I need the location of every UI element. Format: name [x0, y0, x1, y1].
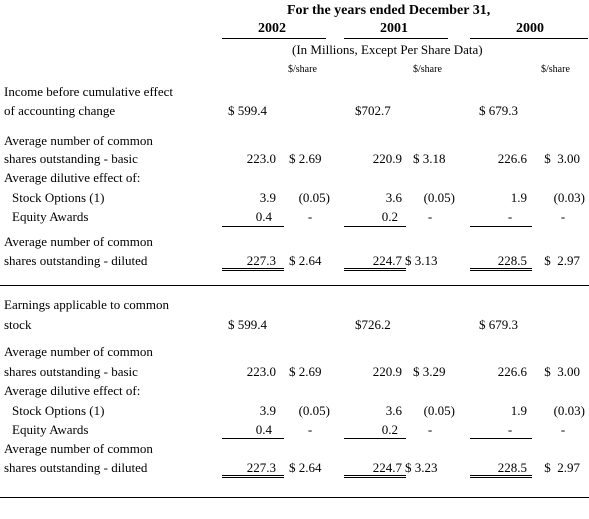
header-rule-2000	[470, 38, 588, 39]
equity-awards-2002: 0.4	[255, 209, 272, 224]
stock-options2-2002: 3.9	[259, 403, 276, 418]
total-double-rule-2002	[222, 268, 284, 271]
diluted-ps-2000: $ 2.97	[544, 253, 580, 268]
basic-label-line1: Average number of common	[4, 133, 153, 148]
header-rule-2001	[344, 38, 448, 39]
basic2-ps-2002: $ 2.69	[289, 364, 322, 379]
diluted2-ps-2001: $ 3.23	[405, 460, 438, 475]
dilutive-label: Average dilutive effect of:	[4, 170, 141, 185]
stock-options-2001: 3.6	[385, 190, 402, 205]
equity-awards2-2000: -	[507, 422, 513, 437]
subtotal-rule-2001	[344, 226, 406, 227]
year-header-2001: 2001	[380, 21, 408, 36]
stock-options2-ps-2000: (0.03)	[553, 403, 585, 418]
subtotal2-rule-2002	[222, 438, 284, 439]
earnings-2001: $726.2	[355, 317, 391, 332]
basic2-2000: 226.6	[497, 364, 527, 379]
diluted-ps-2002: $ 2.64	[289, 253, 322, 268]
diluted2-ps-2000: $ 2.97	[544, 460, 580, 475]
diluted-label-line2: shares outstanding - diluted	[4, 253, 148, 268]
basic-ps-2002: $ 2.69	[289, 151, 322, 166]
stock-options-2000: 1.9	[510, 190, 527, 205]
total-double-rule-2001	[344, 268, 406, 271]
diluted-2001: 224.7	[372, 253, 402, 268]
income-2001: $702.7	[355, 103, 391, 118]
basic2-2001: 220.9	[372, 364, 402, 379]
stock-options2-ps-2001: (0.05)	[423, 403, 455, 418]
basic-label-line2: shares outstanding - basic	[4, 151, 138, 166]
dilutive2-label: Average dilutive effect of:	[4, 383, 141, 398]
basic-2002: 223.0	[246, 151, 276, 166]
basic2-ps-2000: $ 3.00	[544, 364, 580, 379]
equity-awards-2000: -	[507, 209, 513, 224]
basic-ps-2000: $ 3.00	[544, 151, 580, 166]
stock-options-ps-2001: (0.05)	[423, 190, 455, 205]
diluted-2002: 227.3	[246, 253, 276, 268]
subtotal2-rule-2000	[470, 438, 532, 439]
stock-options-ps-2002: (0.05)	[298, 190, 330, 205]
per-share-header-2001: $/share	[413, 64, 442, 75]
diluted-label-line1: Average number of common	[4, 234, 153, 249]
subtotal2-rule-2001	[344, 438, 406, 439]
stock-options2-2001: 3.6	[385, 403, 402, 418]
table-title: For the years ended December 31,	[287, 3, 491, 18]
per-share-header-2000: $/share	[541, 64, 570, 75]
diluted2-label-line1: Average number of common	[4, 441, 153, 456]
basic2-label-line1: Average number of common	[4, 344, 153, 359]
year-header-2002: 2002	[258, 21, 286, 36]
stock-options-ps-2000: (0.03)	[553, 190, 585, 205]
equity-awards-ps-2000: -	[560, 209, 566, 224]
header-rule-2002	[222, 38, 326, 39]
income-2002: $ 599.4	[228, 103, 267, 118]
equity-awards-ps-2001: -	[427, 209, 433, 224]
earnings-label-line2: stock	[4, 317, 32, 332]
basic-ps-2001: $ 3.18	[413, 151, 446, 166]
stock-options-label: Stock Options (1)	[12, 190, 105, 205]
income-label-line2: of accounting change	[4, 103, 116, 118]
stock-options-2002: 3.9	[259, 190, 276, 205]
stock-options2-2000: 1.9	[510, 403, 527, 418]
basic2-2002: 223.0	[246, 364, 276, 379]
earnings-label-line1: Earnings applicable to common	[4, 297, 169, 312]
total-double-rule-2000	[470, 268, 532, 271]
basic-2000: 226.6	[497, 151, 527, 166]
equity-awards2-2002: 0.4	[255, 422, 272, 437]
diluted-2000: 228.5	[497, 253, 527, 268]
equity-awards2-ps-2002: -	[307, 422, 313, 437]
diluted2-2002: 227.3	[246, 460, 276, 475]
subtotal-rule-2002	[222, 226, 284, 227]
earnings-2000: $ 679.3	[479, 317, 518, 332]
total2-double-rule-2002	[222, 475, 284, 478]
equity-awards2-label: Equity Awards	[12, 422, 89, 437]
diluted2-2001: 224.7	[372, 460, 402, 475]
basic-2001: 220.9	[372, 151, 402, 166]
stock-options2-label: Stock Options (1)	[12, 403, 105, 418]
diluted2-ps-2002: $ 2.64	[289, 460, 322, 475]
diluted2-label-line2: shares outstanding - diluted	[4, 460, 148, 475]
income-2000: $ 679.3	[479, 103, 518, 118]
equity-awards2-ps-2000: -	[560, 422, 566, 437]
earnings-2002: $ 599.4	[228, 317, 267, 332]
year-header-2000: 2000	[516, 21, 544, 36]
diluted-ps-2001: $ 3.13	[405, 253, 438, 268]
equity-awards-ps-2002: -	[307, 209, 313, 224]
subtotal-rule-2000	[470, 226, 532, 227]
equity-awards-2001: 0.2	[381, 209, 398, 224]
total2-double-rule-2000	[470, 475, 532, 478]
equity-awards-label: Equity Awards	[12, 209, 89, 224]
diluted2-2000: 228.5	[497, 460, 527, 475]
section-divider	[0, 285, 589, 286]
income-label-line1: Income before cumulative effect	[4, 84, 174, 99]
equity-awards2-2001: 0.2	[381, 422, 398, 437]
basic2-ps-2001: $ 3.29	[413, 364, 446, 379]
bottom-divider	[0, 497, 589, 498]
stock-options2-ps-2002: (0.05)	[298, 403, 330, 418]
per-share-header-2002: $/share	[288, 64, 317, 75]
total2-double-rule-2001	[344, 475, 406, 478]
basic2-label-line2: shares outstanding - basic	[4, 364, 138, 379]
table-subtitle: (In Millions, Except Per Share Data)	[292, 42, 483, 57]
equity-awards2-ps-2001: -	[427, 422, 433, 437]
